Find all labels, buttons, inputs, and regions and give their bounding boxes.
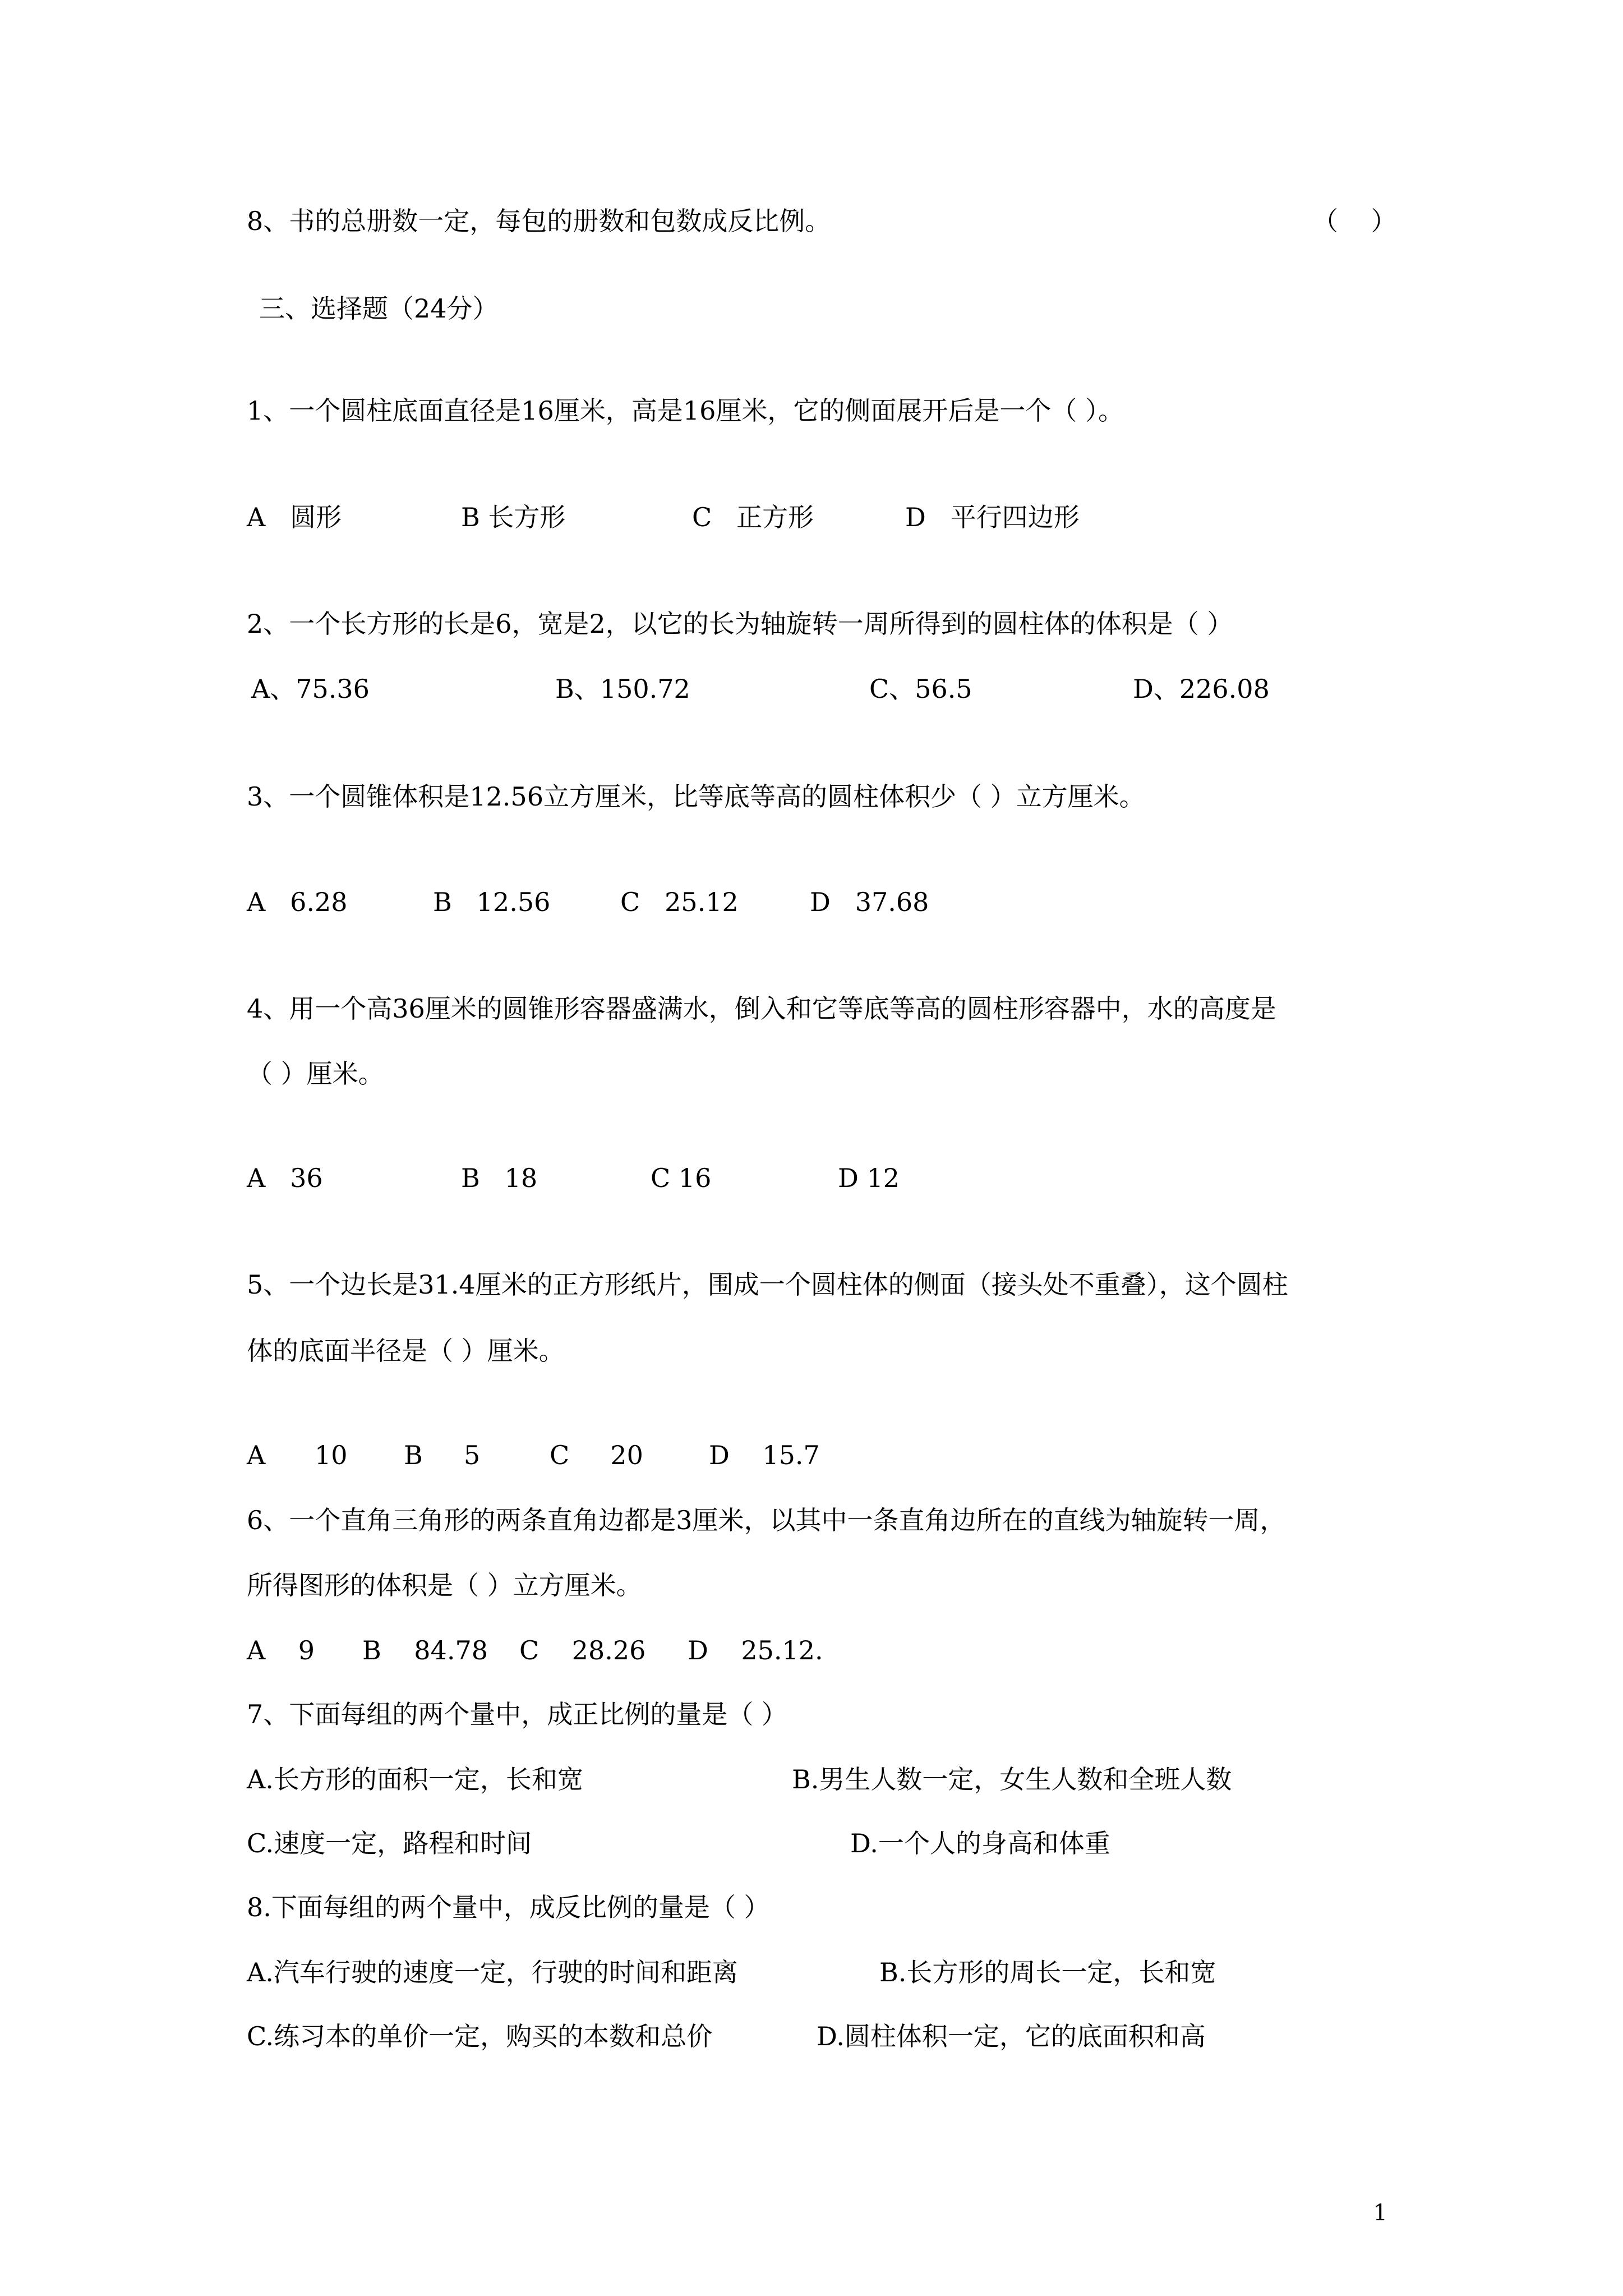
option-d: D 平行四边形	[905, 502, 1080, 532]
page-number: 1	[1373, 2200, 1387, 2226]
option-d: D 15.7	[709, 1440, 820, 1470]
option-c: C.速度一定，路程和时间	[247, 1828, 532, 1858]
question-1-text: 1、一个圆柱底面直径是16厘米，高是16厘米，它的侧面展开后是一个（ ）。	[247, 395, 1124, 426]
question-6-text: 6、一个直角三角形的两条直角边都是3厘米，以其中一条直角边所在的直线为轴旋转一周，	[247, 1505, 1286, 1535]
option-a: A 36	[247, 1163, 323, 1193]
option-a: A 圆形	[247, 502, 342, 532]
option-b: B.长方形的周长一定，长和宽	[879, 1957, 1216, 1987]
option-c: C.练习本的单价一定，购买的本数和总价	[247, 2021, 713, 2051]
question-2-text: 2、一个长方形的长是6，宽是2，以它的长为轴旋转一周所得到的圆柱体的体积是（ ）	[247, 609, 1233, 639]
option-a: A.长方形的面积一定，长和宽	[247, 1764, 583, 1795]
option-b: B 12.56	[433, 887, 551, 917]
option-d: D 12	[838, 1163, 900, 1193]
judge-q8-paren: （ ）	[1312, 206, 1397, 236]
option-a: A、75.36	[251, 674, 370, 704]
question-5-text-cont: 体的底面半径是（ ）厘米。	[247, 1336, 565, 1366]
option-d: D.一个人的身高和体重	[850, 1828, 1110, 1858]
option-c: C 20	[550, 1440, 643, 1470]
question-4-text-cont: （ ）厘米。	[247, 1059, 384, 1089]
option-a: A 9	[247, 1635, 315, 1665]
question-3-text: 3、一个圆锥体积是12.56立方厘米，比等底等高的圆柱体积少（ ）立方厘米。	[247, 781, 1145, 812]
judge-q8-text: 8、书的总册数一定，每包的册数和包数成反比例。	[247, 206, 831, 236]
question-8-text: 8.下面每组的两个量中，成反比例的量是（ ）	[247, 1892, 770, 1922]
option-d: D.圆柱体积一定，它的底面积和高	[817, 2021, 1206, 2051]
option-c: C、56.5	[869, 674, 972, 704]
option-d: D 37.68	[810, 887, 929, 917]
option-a: A 6.28	[247, 887, 348, 917]
section-title: 三、选择题（24分）	[259, 293, 499, 324]
option-b: B 5	[404, 1440, 481, 1470]
option-c: C 正方形	[692, 502, 814, 532]
option-b: B 长方形	[461, 502, 566, 532]
option-b: B 84.78	[362, 1635, 488, 1665]
question-5-text: 5、一个边长是31.4厘米的正方形纸片，围成一个圆柱体的侧面（接头处不重叠），这个圆柱	[247, 1269, 1288, 1300]
option-b: B、150.72	[555, 674, 690, 704]
option-d: D、226.08	[1133, 674, 1270, 704]
option-c: C 16	[651, 1163, 712, 1193]
question-7-text: 7、下面每组的两个量中，成正比例的量是（ ）	[247, 1699, 787, 1729]
question-6-text-cont: 所得图形的体积是（ ）立方厘米。	[247, 1570, 642, 1600]
question-4-text: 4、用一个高36厘米的圆锥形容器盛满水，倒入和它等底等高的圆柱形容器中，水的高度是	[247, 993, 1276, 1024]
option-b: B 18	[461, 1163, 538, 1193]
option-b: B.男生人数一定，女生人数和全班人数	[792, 1764, 1232, 1795]
option-c: C 25.12	[620, 887, 739, 917]
option-d: D 25.12.	[688, 1635, 823, 1665]
option-c: C 28.26	[519, 1635, 646, 1665]
option-a: A 10	[247, 1440, 348, 1470]
option-a: A.汽车行驶的速度一定，行驶的时间和距离	[247, 1957, 738, 1987]
